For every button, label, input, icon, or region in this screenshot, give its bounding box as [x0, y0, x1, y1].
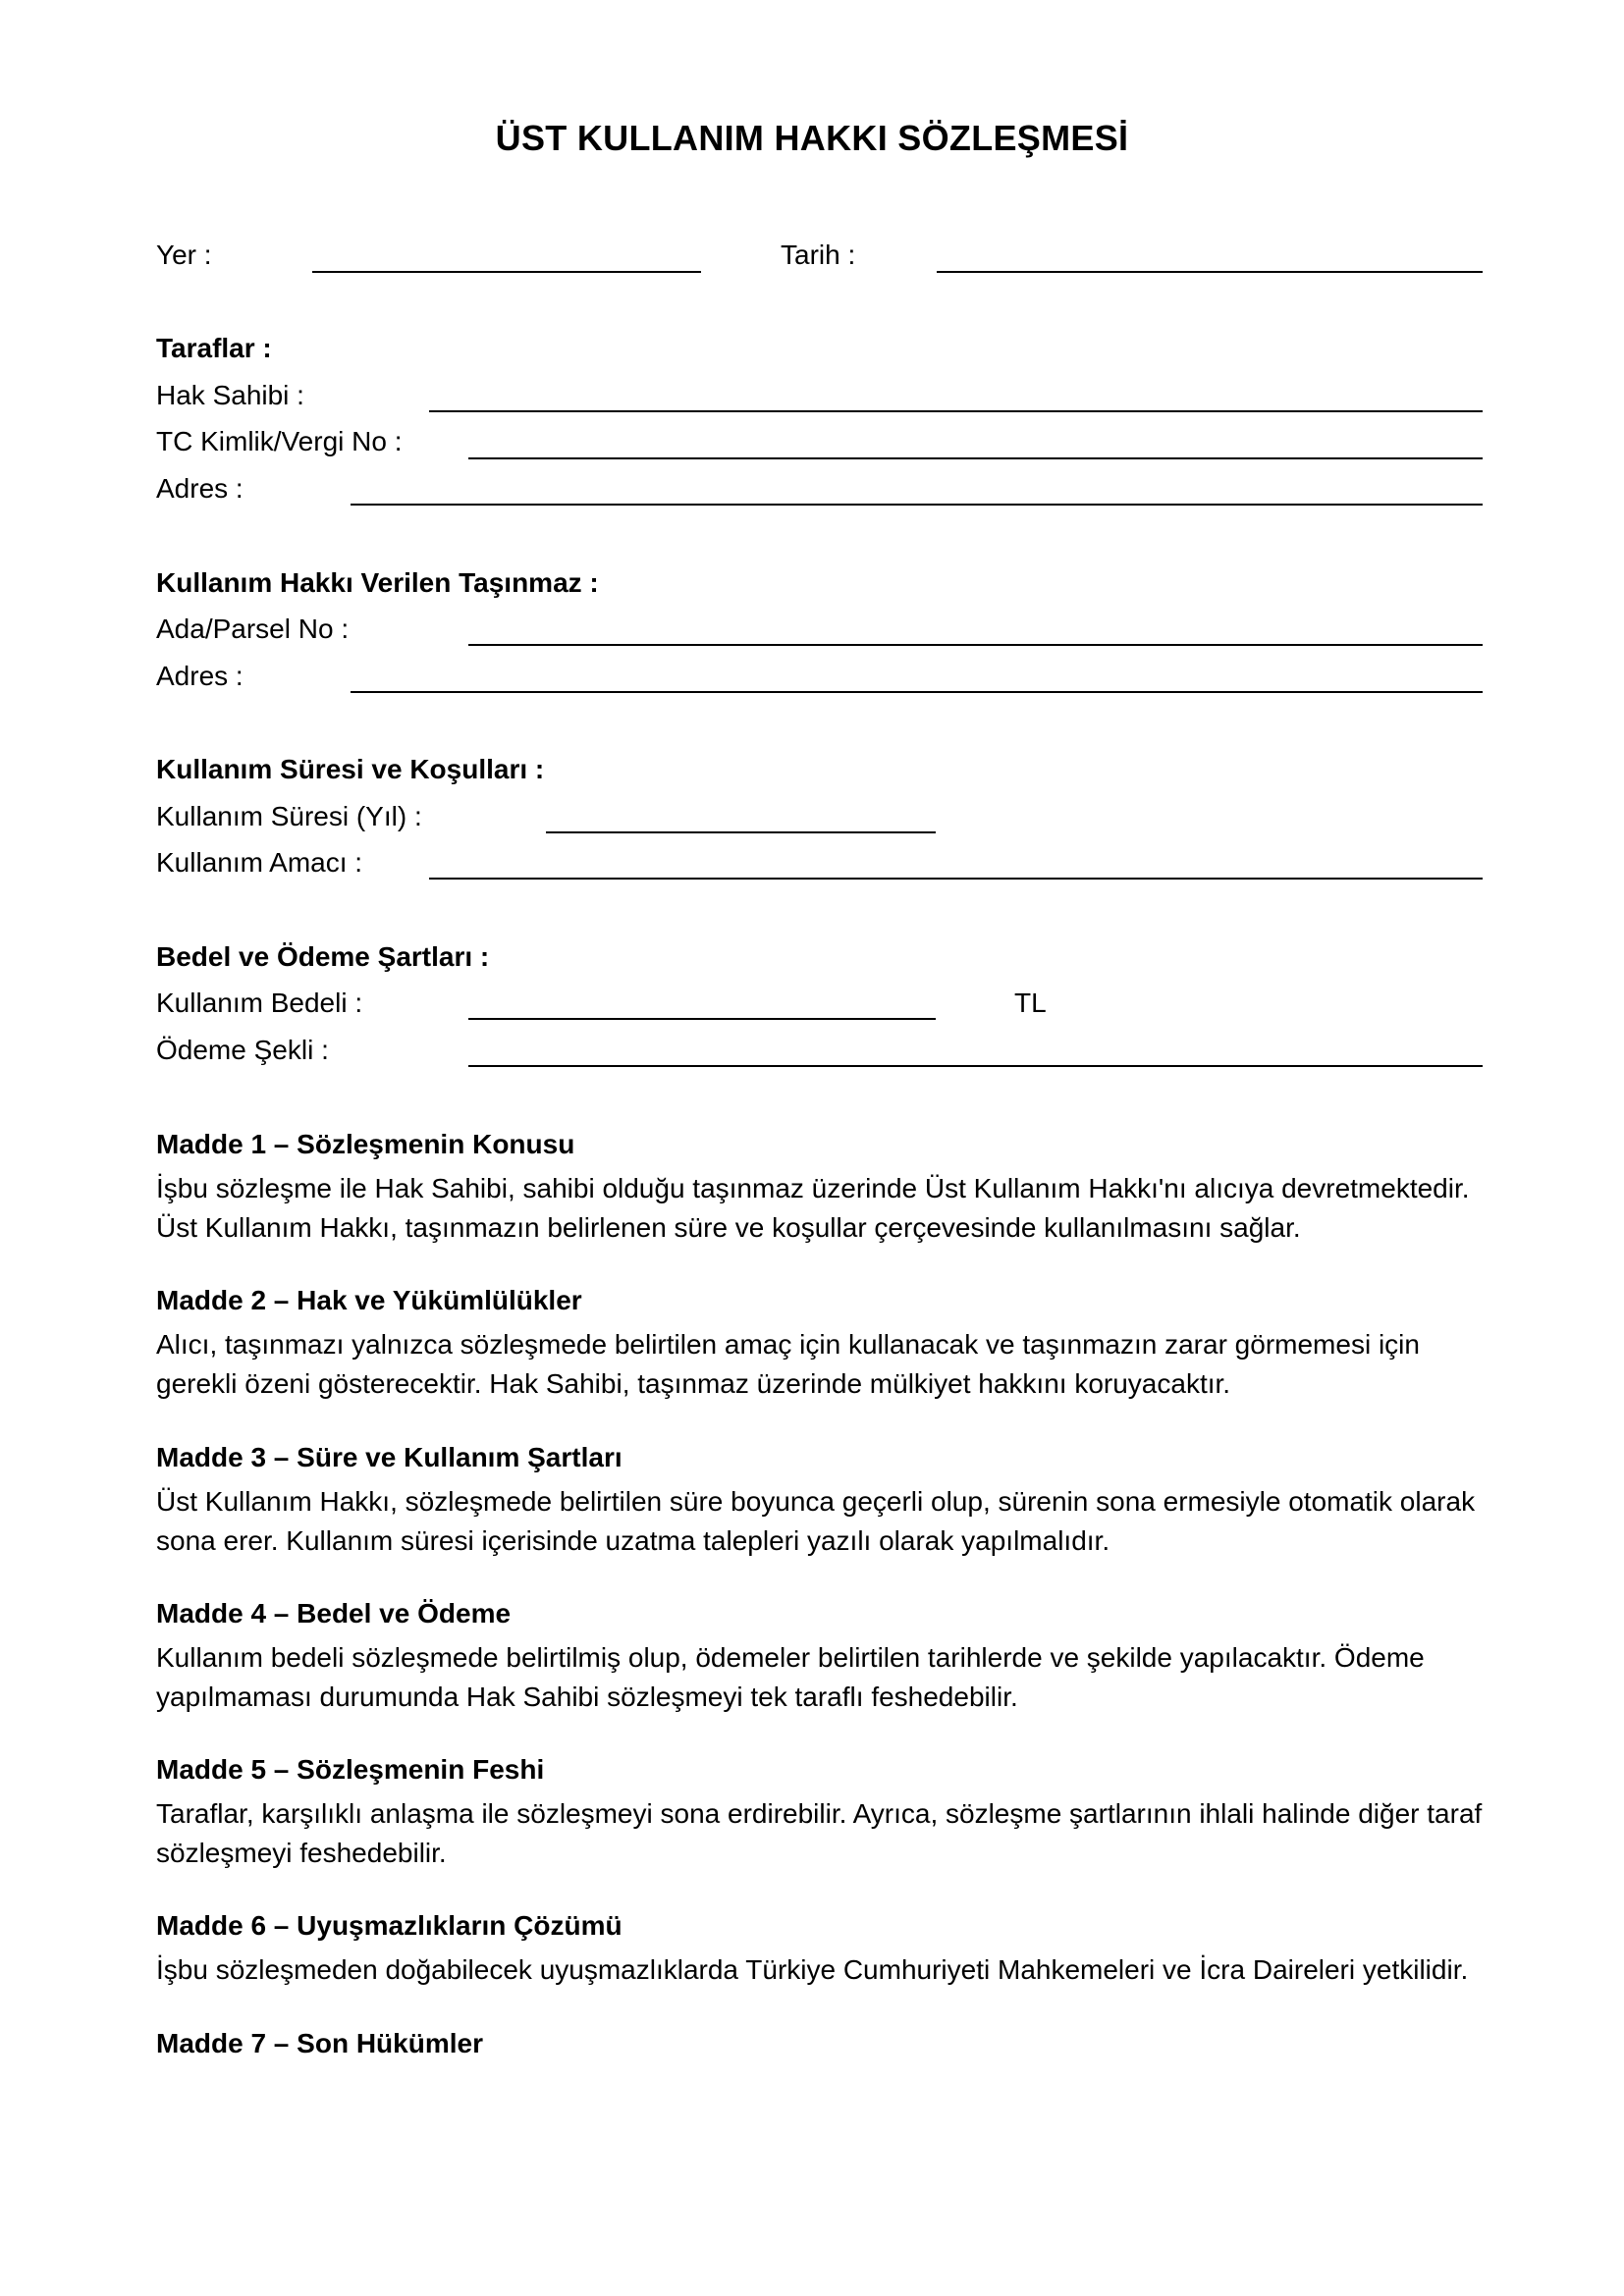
article-body: İşbu sözleşmeden doğabilecek uyuşmazlıklarda Türkiye Cumhuriyeti Mahkemeleri ve İcra Daireleri yetkilidir. — [156, 1954, 1469, 1985]
tarih-label: Tarih : — [781, 240, 856, 270]
article-heading: Madde 3 – Süre ve Kullanım Şartları — [156, 1442, 623, 1472]
tasinmaz-heading: Kullanım Hakkı Verilen Taşınmaz : — [156, 567, 599, 598]
yer-label: Yer : — [156, 240, 212, 270]
article-heading: Madde 6 – Uyuşmazlıkların Çözümü — [156, 1910, 623, 1941]
yer-field[interactable] — [312, 271, 701, 273]
taraflar-adres-label: Adres : — [156, 473, 244, 504]
odeme-sekli-field[interactable] — [468, 1065, 1483, 1067]
hak-sahibi-field[interactable] — [429, 410, 1483, 412]
tasinmaz-adres-field[interactable] — [351, 691, 1483, 693]
tasinmaz-adres-label: Adres : — [156, 661, 244, 691]
article-heading: Madde 4 – Bedel ve Ödeme — [156, 1598, 512, 1629]
tarih-field[interactable] — [937, 271, 1483, 273]
ada-parsel-field[interactable] — [468, 644, 1483, 646]
kullanim-suresi-field[interactable] — [546, 831, 936, 833]
tc-kimlik-field[interactable] — [468, 457, 1483, 459]
article-body: Alıcı, taşınmazı yalnızca sözleşmede belirtilen amaç için kullanacak ve taşınmazın zarar görmemesi için gerekli özeni gösterecektir. Hak Sahibi, taşınmaz üzerinde mülkiyet hakkını koruyacaktır. — [156, 1329, 1420, 1399]
hak-sahibi-label: Hak Sahibi : — [156, 380, 304, 410]
kullanim-bedeli-label: Kullanım Bedeli : — [156, 988, 363, 1018]
taraflar-adres-field[interactable] — [351, 504, 1483, 506]
kullanim-suresi-label: Kullanım Süresi (Yıl) : — [156, 801, 422, 831]
article-heading: Madde 5 – Sözleşmenin Feshi — [156, 1754, 545, 1785]
article-body: Üst Kullanım Hakkı, sözleşmede belirtilen süre boyunca geçerli olup, sürenin sona ermesiyle otomatik olarak sona erer. Kullanım süresi içerisinde uzatma talepleri yazılı olarak yapılmalıdır. — [156, 1486, 1476, 1556]
article-body: Taraflar, karşılıklı anlaşma ile sözleşmeyi sona erdirebilir. Ayrıca, sözleşme şartlarının ihlali halinde diğer taraf sözleşmeyi feshedebilir. — [156, 1798, 1483, 1868]
kullanim-amaci-field[interactable] — [429, 878, 1483, 880]
article-body: İşbu sözleşme ile Hak Sahibi, sahibi olduğu taşınmaz üzerinde Üst Kullanım Hakkı'nı alıcıya devretmektedir. Üst Kullanım Hakkı, taşınmazın belirlenen süre ve koşullar çerçevesinde kullanılmasını sağlar. — [156, 1173, 1470, 1243]
article-heading: Madde 7 – Son Hükümler — [156, 2028, 483, 2058]
kullanim-bedeli-field[interactable] — [468, 1018, 936, 1020]
tc-kimlik-label: TC Kimlik/Vergi No : — [156, 426, 403, 456]
document-title: ÜST KULLANIM HAKKI SÖZLEŞMESİ — [495, 118, 1129, 158]
article-heading: Madde 1 – Sözleşmenin Konusu — [156, 1129, 575, 1159]
taraflar-heading: Taraflar : — [156, 333, 272, 363]
odeme-sekli-label: Ödeme Şekli : — [156, 1035, 329, 1065]
sure-heading: Kullanım Süresi ve Koşulları : — [156, 754, 545, 784]
article-heading: Madde 2 – Hak ve Yükümlülükler — [156, 1285, 582, 1315]
currency-label: TL — [1014, 988, 1047, 1018]
article-body: Kullanım bedeli sözleşmede belirtilmiş olup, ödemeler belirtilen tarihlerde ve şekilde yapılacaktır. Ödeme yapılmaması durumunda Hak Sahibi sözleşmeyi tek taraflı feshedebilir. — [156, 1642, 1425, 1712]
ada-parsel-label: Ada/Parsel No : — [156, 614, 350, 644]
bedel-heading: Bedel ve Ödeme Şartları : — [156, 941, 490, 972]
kullanim-amaci-label: Kullanım Amacı : — [156, 847, 363, 878]
